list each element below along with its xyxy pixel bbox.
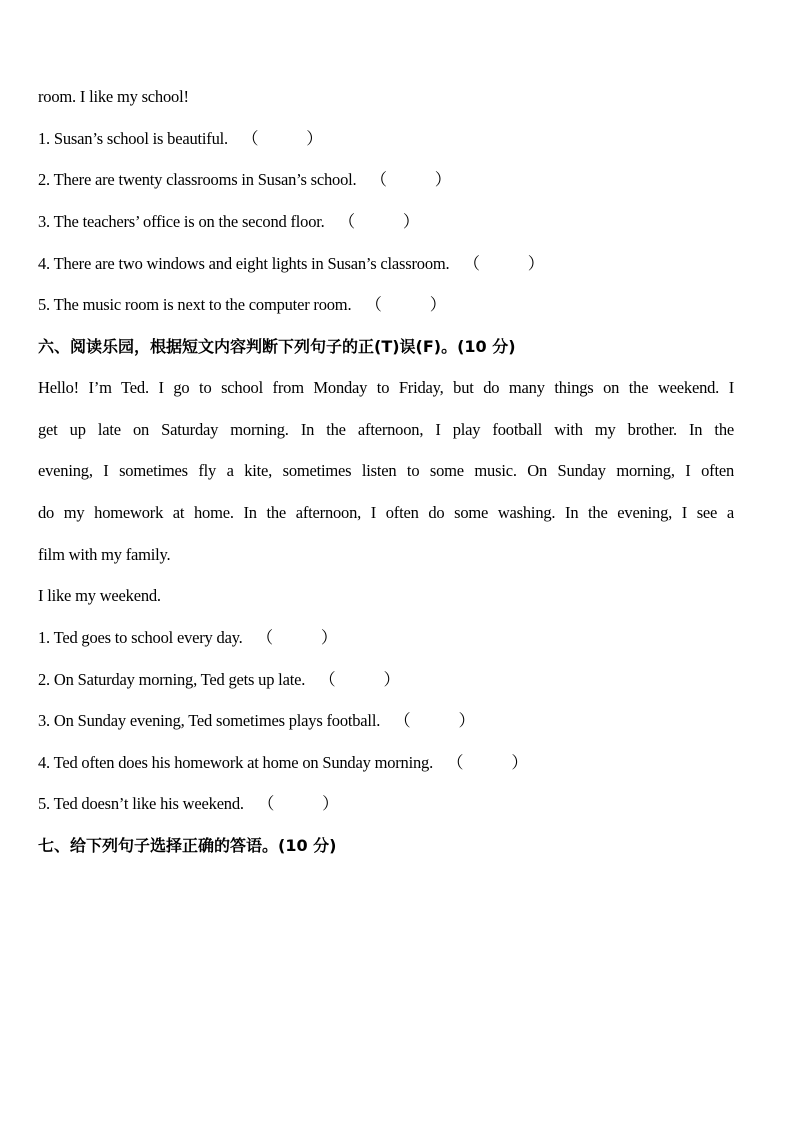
question-1-2 <box>38 170 451 190</box>
passage-line-5: film with my family. <box>38 545 171 564</box>
passage-line-4: do my homework at home. In the afternoon, I often do some washing. In the evening, I see a <box>38 503 734 522</box>
answer-blank[interactable]: （ ） <box>256 628 338 647</box>
answer-blank[interactable]: （ ） <box>394 711 475 730</box>
question-1-1 <box>38 129 323 149</box>
passage-closing: I like my weekend. <box>38 586 161 605</box>
passage-tail: room. I like my school! <box>38 87 189 106</box>
question-1-5 <box>38 295 446 315</box>
question-text: 4. There are two windows and eight lights in Susan’s classroom. <box>38 254 450 273</box>
question-2-1 <box>38 628 337 648</box>
section-6-heading: 六、阅读乐园，根据短文内容判断下列句子的正(T)误(F)。(10 分) <box>38 337 516 356</box>
question-text: 3. On Sunday evening, Ted sometimes plays football. <box>38 711 381 730</box>
question-1-3 <box>38 212 419 232</box>
passage-line-3: evening, I sometimes fly a kite, sometimes listen to some music. On Sunday morning, I often <box>38 461 734 480</box>
section-7-heading: 七、给下列句子选择正确的答语。(10 分) <box>38 836 337 855</box>
question-text: 1. Susan’s school is beautiful. <box>38 129 228 148</box>
question-2-4 <box>38 753 528 773</box>
answer-blank[interactable]: （ ） <box>319 670 400 689</box>
answer-blank[interactable]: （ ） <box>370 170 452 189</box>
answer-blank[interactable]: （ ） <box>463 254 545 273</box>
question-text: 1. Ted goes to school every day. <box>38 628 243 647</box>
answer-blank[interactable]: （ ） <box>365 295 446 314</box>
question-text: 2. On Saturday morning, Ted gets up late. <box>38 670 306 689</box>
passage-line-1: Hello! I’m Ted. I go to school from Monday to Friday, but do many things on the weekend. I <box>38 378 734 397</box>
question-text: 4. Ted often does his homework at home on Sunday morning. <box>38 753 434 772</box>
question-2-2 <box>38 670 400 690</box>
question-1-4 <box>38 254 544 274</box>
passage-line-2: get up late on Saturday morning. In the afternoon, I play football with my brother. In the <box>38 420 734 439</box>
question-text: 5. The music room is next to the computer room. <box>38 295 352 314</box>
question-2-5 <box>38 794 338 814</box>
question-text: 3. The teachers’ office is on the second floor. <box>38 212 325 231</box>
answer-blank[interactable]: （ ） <box>447 753 528 772</box>
answer-blank[interactable]: （ ） <box>338 212 420 231</box>
question-text: 5. Ted doesn’t like his weekend. <box>38 794 244 813</box>
answer-blank[interactable]: （ ） <box>257 794 339 813</box>
answer-blank[interactable]: （ ） <box>241 129 323 148</box>
question-2-3 <box>38 711 475 731</box>
question-text: 2. There are twenty classrooms in Susan’s school. <box>38 170 357 189</box>
